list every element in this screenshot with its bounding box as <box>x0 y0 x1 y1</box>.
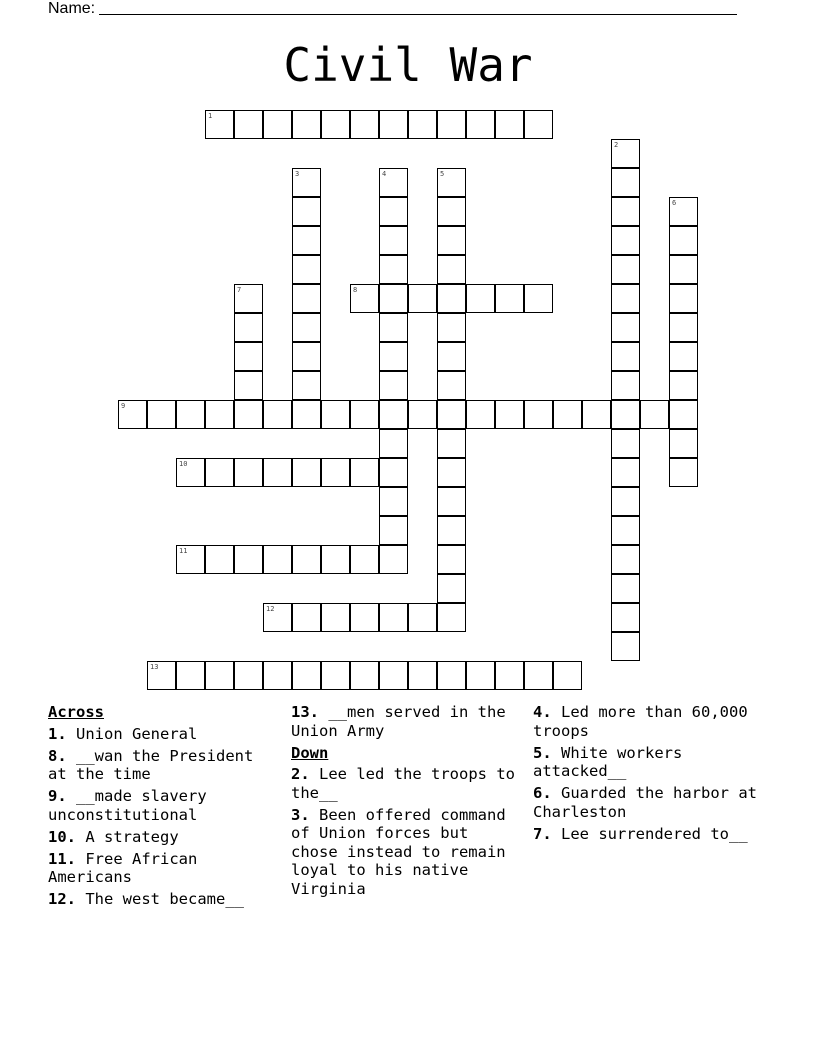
grid-cell[interactable] <box>437 342 466 371</box>
grid-cell[interactable] <box>321 603 350 632</box>
grid-cell[interactable] <box>640 400 669 429</box>
grid-cell[interactable] <box>437 603 466 632</box>
grid-cell[interactable] <box>379 313 408 342</box>
grid-cell[interactable] <box>379 545 408 574</box>
grid-cell[interactable] <box>118 400 147 429</box>
grid-cell[interactable] <box>611 313 640 342</box>
grid-cell[interactable] <box>321 545 350 574</box>
grid-cell[interactable] <box>379 487 408 516</box>
grid-cell[interactable] <box>350 661 379 690</box>
clue-across-12 <box>48 890 280 909</box>
clue-across-13 <box>291 703 523 740</box>
clue-text: Guarded the harbor at Charleston <box>533 784 757 821</box>
grid-cell[interactable] <box>437 458 466 487</box>
grid-cell[interactable] <box>524 284 553 313</box>
grid-cell[interactable] <box>495 110 524 139</box>
grid-cell[interactable] <box>176 545 205 574</box>
cell-number: 7 <box>237 286 242 294</box>
clue-text: Free African Americans <box>48 849 198 886</box>
grid-cell[interactable] <box>437 168 466 197</box>
clue-across-9 <box>48 787 280 824</box>
grid-cell[interactable] <box>379 110 408 139</box>
clue-text: White workers attacked__ <box>533 743 683 780</box>
grid-cell[interactable] <box>379 255 408 284</box>
grid-cell[interactable] <box>379 371 408 400</box>
grid-cell[interactable] <box>669 400 698 429</box>
grid-cell[interactable] <box>466 400 495 429</box>
grid-cell[interactable] <box>292 545 321 574</box>
cell-number: 11 <box>179 547 188 555</box>
grid-cell[interactable] <box>176 400 205 429</box>
grid-cell[interactable] <box>611 603 640 632</box>
grid-cell[interactable] <box>611 574 640 603</box>
cell-number: 5 <box>440 170 445 178</box>
clue-number: 12. <box>48 890 76 908</box>
grid-cell[interactable] <box>669 371 698 400</box>
cell-number: 4 <box>382 170 387 178</box>
grid-cell[interactable] <box>611 168 640 197</box>
grid-cell[interactable] <box>292 197 321 226</box>
grid-cell[interactable] <box>292 400 321 429</box>
grid-cell[interactable] <box>437 371 466 400</box>
grid-cell[interactable] <box>234 313 263 342</box>
grid-cell[interactable] <box>205 458 234 487</box>
grid-cell[interactable] <box>379 342 408 371</box>
grid-cell[interactable] <box>234 110 263 139</box>
grid-cell[interactable] <box>669 255 698 284</box>
grid-cell[interactable] <box>408 110 437 139</box>
grid-cell[interactable] <box>669 284 698 313</box>
page-title: Civil War <box>283 38 533 92</box>
clue-number: 3. <box>291 805 310 824</box>
grid-cell[interactable] <box>437 516 466 545</box>
cell-number: 9 <box>121 402 126 410</box>
grid-cell[interactable] <box>466 110 495 139</box>
grid-cell[interactable] <box>437 487 466 516</box>
clue-text: __wan the President at the time <box>48 746 254 783</box>
grid-cell[interactable] <box>263 110 292 139</box>
grid-cell[interactable] <box>234 371 263 400</box>
clue-column-2 <box>291 703 523 902</box>
grid-cell[interactable] <box>611 255 640 284</box>
clue-number: 9. <box>48 787 67 805</box>
grid-cell[interactable] <box>321 458 350 487</box>
clue-down-3 <box>291 806 523 899</box>
clue-text: Lee surrendered to__ <box>561 824 748 843</box>
grid-cell[interactable] <box>321 400 350 429</box>
grid-cell[interactable] <box>379 226 408 255</box>
grid-cell[interactable] <box>292 168 321 197</box>
grid-cell[interactable] <box>292 226 321 255</box>
clue-down-2 <box>291 765 523 802</box>
clue-text: __made slavery unconstitutional <box>48 787 207 824</box>
grid-cell[interactable] <box>350 545 379 574</box>
grid-cell[interactable] <box>611 400 640 429</box>
grid-cell[interactable] <box>205 545 234 574</box>
grid-cell[interactable] <box>292 110 321 139</box>
clue-number: 13. <box>291 703 319 721</box>
grid-cell[interactable] <box>379 429 408 458</box>
clue-text: Led more than 60,000 troops <box>533 703 748 740</box>
grid-cell[interactable] <box>292 255 321 284</box>
clue-text: The west became__ <box>85 890 244 908</box>
grid-cell[interactable] <box>582 400 611 429</box>
cell-number: 8 <box>353 286 358 294</box>
cell-number: 1 <box>208 112 213 120</box>
cell-number: 10 <box>179 460 188 468</box>
grid-cell[interactable] <box>292 603 321 632</box>
grid-cell[interactable] <box>495 284 524 313</box>
grid-cell[interactable] <box>669 458 698 487</box>
grid-cell[interactable] <box>611 458 640 487</box>
cell-number: 6 <box>672 199 677 207</box>
grid-cell[interactable] <box>350 110 379 139</box>
grid-cell[interactable] <box>379 168 408 197</box>
clue-across-11 <box>48 850 280 887</box>
grid-cell[interactable] <box>437 284 466 313</box>
grid-cell[interactable] <box>263 400 292 429</box>
grid-cell[interactable] <box>292 342 321 371</box>
grid-cell[interactable] <box>611 371 640 400</box>
grid-cell[interactable] <box>611 284 640 313</box>
down-heading: Down <box>291 743 329 762</box>
grid-cell[interactable] <box>379 400 408 429</box>
grid-cell[interactable] <box>263 603 292 632</box>
cell-number: 3 <box>295 170 300 178</box>
grid-cell[interactable] <box>350 603 379 632</box>
grid-cell[interactable] <box>234 284 263 313</box>
clue-text: Been offered command of Union forces but chose instead to remain loyal to his native Virginia <box>291 805 506 898</box>
cell-number: 12 <box>266 605 275 613</box>
clue-number: 1. <box>48 724 67 743</box>
grid-cell[interactable] <box>524 400 553 429</box>
grid-cell[interactable] <box>611 139 640 168</box>
grid-cell[interactable] <box>379 197 408 226</box>
clue-down-7 <box>533 825 765 844</box>
clue-number: 6. <box>533 784 552 802</box>
grid-cell[interactable] <box>408 661 437 690</box>
grid-cell[interactable] <box>234 400 263 429</box>
clue-across-8 <box>48 747 280 784</box>
clue-text: Union General <box>76 724 198 743</box>
grid-cell[interactable] <box>437 400 466 429</box>
grid-cell[interactable] <box>553 661 582 690</box>
clue-column-3 <box>533 703 765 847</box>
grid-cell[interactable] <box>524 661 553 690</box>
grid-cell[interactable] <box>437 313 466 342</box>
grid-cell[interactable] <box>147 661 176 690</box>
grid-cell[interactable] <box>611 487 640 516</box>
grid-cell[interactable] <box>437 661 466 690</box>
clue-number: 7. <box>533 824 552 843</box>
grid-cell[interactable] <box>408 284 437 313</box>
clue-number: 10. <box>48 827 76 846</box>
clue-number: 8. <box>48 746 67 765</box>
clue-column-1 <box>48 703 280 912</box>
grid-cell[interactable] <box>437 226 466 255</box>
clue-across-10 <box>48 828 280 847</box>
grid-cell[interactable] <box>466 661 495 690</box>
grid-cell[interactable] <box>379 458 408 487</box>
clue-down-6 <box>533 784 765 821</box>
grid-cell[interactable] <box>205 661 234 690</box>
grid-cell[interactable] <box>408 400 437 429</box>
grid-cell[interactable] <box>437 110 466 139</box>
clue-text: __men served in the Union Army <box>291 703 506 740</box>
name-label: Name: <box>48 0 96 17</box>
grid-cell[interactable] <box>553 400 582 429</box>
grid-cell[interactable] <box>611 516 640 545</box>
grid-cell[interactable] <box>176 661 205 690</box>
grid-cell[interactable] <box>669 429 698 458</box>
grid-cell[interactable] <box>524 110 553 139</box>
grid-cell[interactable] <box>495 400 524 429</box>
grid-cell[interactable] <box>379 661 408 690</box>
clue-down-4 <box>533 703 765 740</box>
grid-cell[interactable] <box>292 458 321 487</box>
clue-across-1 <box>48 725 280 744</box>
cell-number: 2 <box>614 141 619 149</box>
grid-cell[interactable] <box>611 545 640 574</box>
grid-cell[interactable] <box>437 197 466 226</box>
grid-cell[interactable] <box>234 342 263 371</box>
grid-cell[interactable] <box>669 226 698 255</box>
grid-cell[interactable] <box>495 661 524 690</box>
grid-cell[interactable] <box>379 603 408 632</box>
clue-text: Lee led the troops to the__ <box>291 765 515 802</box>
grid-cell[interactable] <box>234 545 263 574</box>
grid-cell[interactable] <box>437 545 466 574</box>
grid-cell[interactable] <box>205 400 234 429</box>
grid-cell[interactable] <box>147 400 176 429</box>
grid-cell[interactable] <box>669 197 698 226</box>
cell-number: 13 <box>150 663 159 671</box>
grid-cell[interactable] <box>350 458 379 487</box>
grid-cell[interactable] <box>669 313 698 342</box>
grid-cell[interactable] <box>379 284 408 313</box>
grid-cell[interactable] <box>437 429 466 458</box>
grid-cell[interactable] <box>263 545 292 574</box>
grid-cell[interactable] <box>669 342 698 371</box>
grid-cell[interactable] <box>234 661 263 690</box>
grid-cell[interactable] <box>321 661 350 690</box>
grid-cell[interactable] <box>292 313 321 342</box>
clue-number: 2. <box>291 765 310 783</box>
grid-cell[interactable] <box>611 197 640 226</box>
grid-cell[interactable] <box>437 574 466 603</box>
grid-cell[interactable] <box>611 226 640 255</box>
grid-cell[interactable] <box>321 110 350 139</box>
grid-cell[interactable] <box>379 516 408 545</box>
grid-cell[interactable] <box>611 429 640 458</box>
grid-cell[interactable] <box>437 255 466 284</box>
across-heading: Across <box>48 703 104 721</box>
grid-cell[interactable] <box>292 284 321 313</box>
grid-cell[interactable] <box>408 603 437 632</box>
clue-number: 4. <box>533 703 552 721</box>
grid-cell[interactable] <box>350 284 379 313</box>
clue-number: 5. <box>533 743 552 762</box>
clue-number: 11. <box>48 849 76 868</box>
grid-cell[interactable] <box>466 284 495 313</box>
grid-cell[interactable] <box>611 342 640 371</box>
clue-down-5 <box>533 744 765 781</box>
clue-text: A strategy <box>85 827 179 846</box>
grid-cell[interactable] <box>205 110 234 139</box>
grid-cell[interactable] <box>176 458 205 487</box>
grid-cell[interactable] <box>292 371 321 400</box>
grid-cell[interactable] <box>263 661 292 690</box>
grid-cell[interactable] <box>350 400 379 429</box>
grid-cell[interactable] <box>263 458 292 487</box>
grid-cell[interactable] <box>292 661 321 690</box>
grid-cell[interactable] <box>234 458 263 487</box>
grid-cell[interactable] <box>611 632 640 661</box>
